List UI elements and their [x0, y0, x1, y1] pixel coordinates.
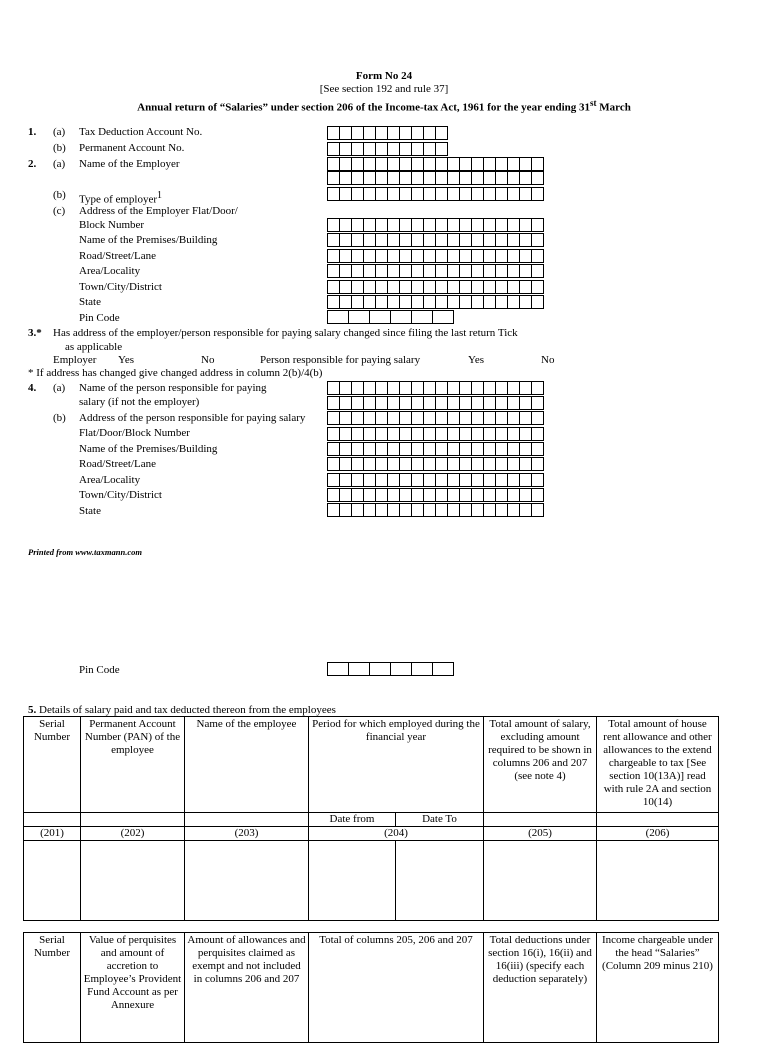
- employer-state-label: State: [79, 296, 101, 308]
- char-box[interactable]: [432, 310, 454, 324]
- person-pin-boxes[interactable]: [327, 662, 453, 676]
- col-num-204: (204): [309, 827, 484, 841]
- tan-label: Tax Deduction Account No.: [79, 126, 203, 138]
- char-box[interactable]: [531, 171, 544, 185]
- col-num-201: (201): [24, 827, 81, 841]
- person-name-label: Name of the person responsible for paying: [79, 382, 267, 394]
- person-area-label: Area/Locality: [79, 474, 141, 486]
- employer-flat-label: Address of the Employer Flat/Door/: [79, 205, 238, 217]
- address-change-note: * If address has changed give changed address in column 2(b)/4(b): [28, 367, 323, 379]
- entry-pan[interactable]: [81, 841, 185, 921]
- header2-serial-number: Serial Number: [24, 933, 81, 1043]
- employer-pin-boxes[interactable]: [327, 310, 453, 324]
- header2-allowances: Amount of allowances and perquisites claimed as exempt and not included in columns 206 and 207: [185, 933, 309, 1043]
- form-title-main: Annual return of “Salaries” under section 206 of the Income-tax Act, 1961 for the year ending 31: [137, 101, 591, 114]
- person-name-boxes-row2[interactable]: [327, 396, 543, 410]
- char-box[interactable]: [531, 187, 544, 201]
- header-pan: Permanent Account Number (PAN) of the employee: [81, 717, 185, 813]
- char-box[interactable]: [531, 427, 544, 441]
- form-title-sup: st: [590, 98, 597, 108]
- char-box[interactable]: [369, 662, 391, 676]
- person-premises-label: Name of the Premises/Building: [79, 443, 218, 455]
- employer-option-label: Employer: [53, 354, 97, 366]
- employer-town-boxes[interactable]: [327, 280, 543, 294]
- header-hra: Total amount of house rent allowance and other allowances to the extend chargeable to tax [See section 10(13A)] read with rule 2A and section 10(14): [597, 717, 719, 813]
- person-name-label-line2: salary (if not the employer): [79, 396, 200, 408]
- employer-type-boxes[interactable]: [327, 187, 543, 201]
- char-box[interactable]: [531, 473, 544, 487]
- char-box[interactable]: [531, 503, 544, 517]
- char-box[interactable]: [390, 310, 412, 324]
- employer-road-label: Road/Street/Lane: [79, 250, 156, 262]
- salary-table-2: [23, 932, 719, 1043]
- char-box[interactable]: [531, 488, 544, 502]
- person-road-boxes[interactable]: [327, 457, 543, 471]
- section-1b-marker: (b): [53, 142, 66, 154]
- address-change-applicable: as applicable: [65, 341, 123, 353]
- char-box[interactable]: [531, 264, 544, 278]
- section-5-title: Details of salary paid and tax deducted thereon from the employees: [39, 704, 336, 716]
- section-reference: [See section 192 and rule 37]: [319, 83, 449, 95]
- section-2b-marker: (b): [53, 189, 66, 201]
- employer-name-label: Name of the Employer: [79, 158, 180, 170]
- entry-name[interactable]: [185, 841, 309, 921]
- person-area-boxes[interactable]: [327, 473, 543, 487]
- salary-table-2-header-row: [24, 933, 719, 1043]
- section-3-number: 3.*: [28, 327, 42, 339]
- person-address-label: Address of the person responsible for paying salary: [79, 412, 306, 424]
- char-box[interactable]: [531, 280, 544, 294]
- char-box[interactable]: [531, 396, 544, 410]
- header-total-salary: Total amount of salary, excluding amount required to be shown in columns 206 and 207 (see note 4): [484, 717, 597, 813]
- person-name-boxes-row1[interactable]: [327, 381, 543, 395]
- char-box[interactable]: [348, 310, 370, 324]
- person-state-boxes[interactable]: [327, 503, 543, 517]
- salary-table-date-row: [24, 813, 719, 827]
- employer-area-boxes[interactable]: [327, 264, 543, 278]
- entry-serial[interactable]: [24, 841, 81, 921]
- section-4a-marker: (a): [53, 382, 66, 394]
- column-number-row: [24, 827, 719, 841]
- header2-deductions: Total deductions under section 16(i), 16(ii) and 16(iii) (specify each deduction separately): [484, 933, 597, 1043]
- header-date-from: Date from: [309, 813, 396, 827]
- employer-yes-option[interactable]: Yes: [118, 354, 135, 366]
- employer-town-label: Town/City/District: [79, 281, 162, 293]
- employer-area-label: Area/Locality: [79, 265, 141, 277]
- person-road-label: Road/Street/Lane: [79, 458, 156, 470]
- employer-pin-label: Pin Code: [79, 312, 120, 324]
- char-box[interactable]: [531, 411, 544, 425]
- entry-date-from[interactable]: [309, 841, 396, 921]
- salary-table-header-row: [24, 717, 719, 813]
- address-change-question: Has address of the employer/person responsible for paying salary changed since filing the last return Tick: [53, 327, 518, 339]
- header-date-to: Date To: [396, 813, 484, 827]
- person-pin-label: Pin Code: [79, 664, 120, 676]
- employer-type-sup: 1: [157, 190, 163, 201]
- header-serial-number: Serial Number: [24, 717, 81, 813]
- employer-flat-boxes[interactable]: [327, 218, 543, 232]
- employer-road-boxes[interactable]: [327, 249, 543, 263]
- col-num-205: (205): [484, 827, 597, 841]
- section-4-number: 4.: [28, 382, 37, 394]
- employer-premises-boxes[interactable]: [327, 233, 543, 247]
- section-5-number: 5.: [28, 704, 37, 716]
- person-yes-option[interactable]: Yes: [468, 354, 485, 366]
- person-town-label: Town/City/District: [79, 489, 162, 501]
- entry-hra[interactable]: [597, 841, 719, 921]
- char-box[interactable]: [531, 457, 544, 471]
- person-flat-boxes[interactable]: [327, 427, 543, 441]
- salary-table: [23, 716, 719, 921]
- person-address-boxes[interactable]: [327, 411, 543, 425]
- char-box[interactable]: [390, 662, 412, 676]
- person-option-label: Person responsible for paying salary: [260, 354, 421, 366]
- employer-name-boxes-row1[interactable]: [327, 157, 543, 171]
- char-box[interactable]: [531, 442, 544, 456]
- employer-name-boxes-row2[interactable]: [327, 171, 543, 185]
- employer-type-label: [79, 189, 162, 207]
- printed-from-footer: Printed from www.taxmann.com: [28, 547, 142, 557]
- employer-premises-label: Name of the Premises/Building: [79, 234, 218, 246]
- header2-income-chargeable: Income chargeable under the head “Salaries” (Column 209 minus 210): [597, 933, 719, 1043]
- salary-table-entry-row[interactable]: [24, 841, 719, 921]
- char-box[interactable]: [531, 233, 544, 247]
- section-1-number: 1.: [28, 126, 37, 138]
- employer-state-boxes[interactable]: [327, 295, 543, 309]
- char-box[interactable]: [411, 310, 433, 324]
- form-title: [0, 98, 768, 114]
- pan-label: Permanent Account No.: [79, 142, 185, 154]
- char-box[interactable]: [435, 142, 448, 156]
- person-town-boxes[interactable]: [327, 488, 543, 502]
- entry-total-salary[interactable]: [484, 841, 597, 921]
- entry-date-to[interactable]: [396, 841, 484, 921]
- section-2c-marker: (c): [53, 205, 66, 217]
- char-box[interactable]: [531, 249, 544, 263]
- col-num-203: (203): [185, 827, 309, 841]
- section-2a-marker: (a): [53, 158, 66, 170]
- date-row-blank-7: [597, 813, 719, 827]
- pan-boxes[interactable]: [327, 142, 447, 156]
- form-title-end: March: [596, 101, 631, 114]
- char-box[interactable]: [327, 310, 349, 324]
- char-box[interactable]: [531, 157, 544, 171]
- header-period: Period for which employed during the financial year: [309, 717, 484, 813]
- person-no-option[interactable]: No: [541, 354, 555, 366]
- char-box[interactable]: [327, 662, 349, 676]
- char-box[interactable]: [432, 662, 454, 676]
- char-box[interactable]: [531, 218, 544, 232]
- date-row-blank-3: [185, 813, 309, 827]
- char-box[interactable]: [435, 126, 448, 140]
- person-premises-boxes[interactable]: [327, 442, 543, 456]
- section-4b-marker: (b): [53, 412, 66, 424]
- person-state-label: State: [79, 505, 101, 517]
- employer-type-text: Type of employer: [79, 193, 158, 206]
- tan-boxes[interactable]: [327, 126, 447, 140]
- char-box[interactable]: [411, 662, 433, 676]
- employer-no-option[interactable]: No: [201, 354, 215, 366]
- header2-perquisites: Value of perquisites and amount of accretion to Employee’s Provident Fund Account as per Annexure: [81, 933, 185, 1043]
- section-2-number: 2.: [28, 158, 37, 170]
- header2-total-columns: Total of columns 205, 206 and 207: [309, 933, 484, 1043]
- header-employee-name: Name of the employee: [185, 717, 309, 813]
- char-box[interactable]: [348, 662, 370, 676]
- char-box[interactable]: [531, 381, 544, 395]
- char-box[interactable]: [369, 310, 391, 324]
- date-row-blank-1: [24, 813, 81, 827]
- col-num-202: (202): [81, 827, 185, 841]
- date-row-blank-6: [484, 813, 597, 827]
- date-row-blank-2: [81, 813, 185, 827]
- col-num-206: (206): [597, 827, 719, 841]
- char-box[interactable]: [531, 295, 544, 309]
- form-number: Form No 24: [355, 70, 413, 82]
- person-flat-label: Flat/Door/Block Number: [79, 427, 190, 439]
- section-1a-marker: (a): [53, 126, 66, 138]
- employer-block-label: Block Number: [79, 219, 145, 231]
